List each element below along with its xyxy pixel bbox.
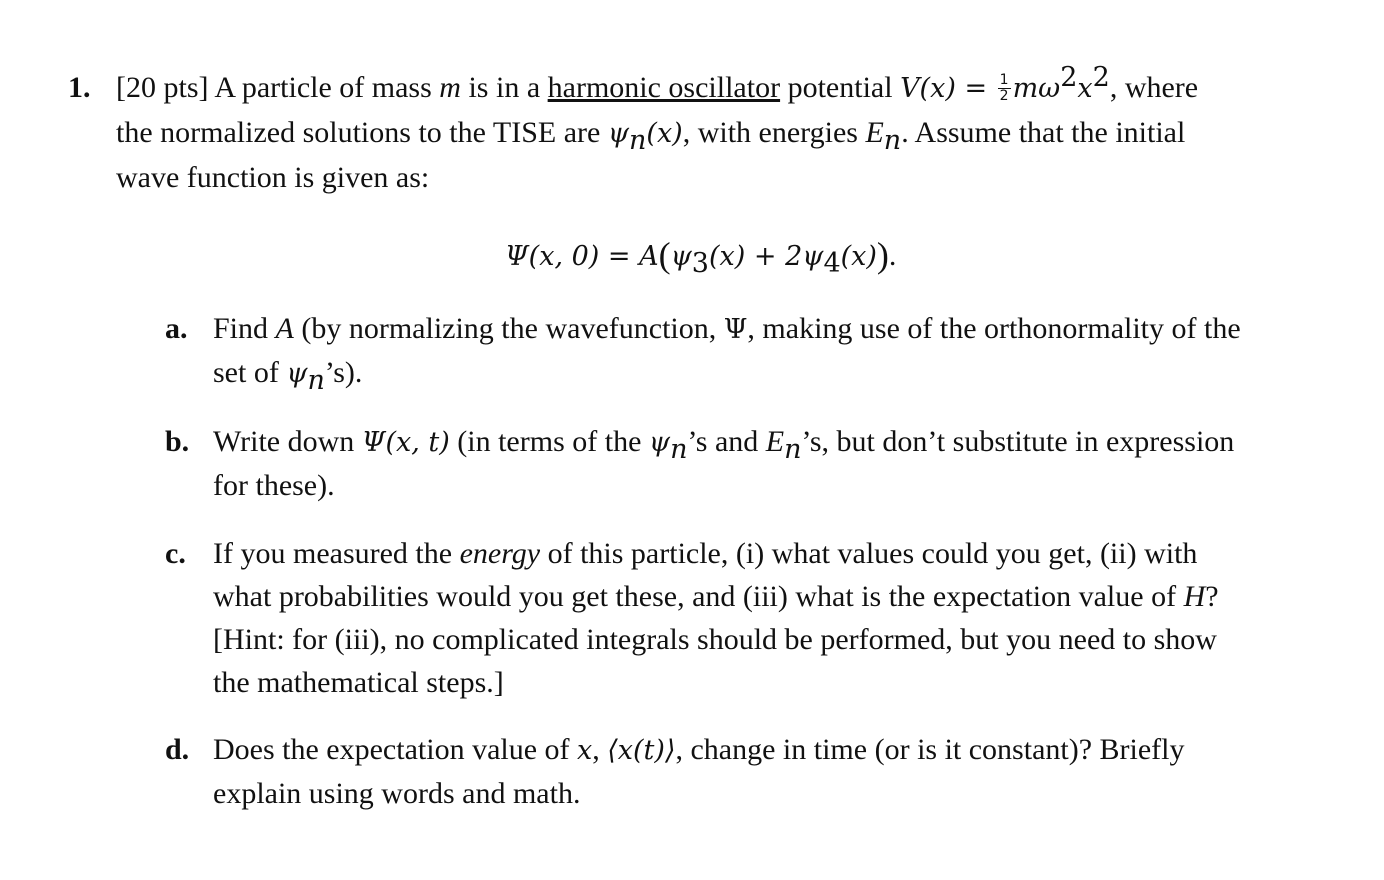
problem-number: 1. [68,71,91,104]
question-text: Write down Ψ(x, t) (in terms of the $\psi_n’s$ and $E_n’s$, but don’t substitute in expression for these). [213,425,1235,502]
problem-line-3: wave function is given as: [116,161,430,194]
question-label: a. [165,312,188,345]
psi-n: ψ [607,118,630,149]
problem-line-1: [20 pts] A particle of mass m is in a harmonic oscillator potential V(x) = $\frac{1}{2}$ $m\omega^2x^2$, where [116,62,1199,104]
potential-rhs-x: x [1077,73,1093,104]
harmonic-oscillator-link[interactable]: harmonic oscillator [547,71,781,104]
potential-rhs-m-omega: mω [1012,73,1061,104]
question-text: Does the expectation value of x, ⟨x(t)⟩, change in time (or is it constant)? Briefly explain using words and math. [213,733,1185,810]
question-b [165,420,1325,507]
question-label: d. [165,733,190,766]
question-d [165,728,1325,815]
potential-lhs: V(x) = [900,73,996,104]
question-a [165,307,1325,395]
energy-symbol: E [865,116,884,149]
one-half-fraction: $\frac{1}{2}$ [999,71,1009,104]
question-text: Find A (by normalizing the wavefunction, Ψ, making use of the orthonormality of the set of $\psi_n’s$). [213,312,1241,396]
problem-statement [116,62,1286,200]
points-label: [20 pts] [116,71,209,104]
question-text: If you measured the energy of this particle, (i) what values could you get, (ii) with what probabilities would you get these, and (iii) what is the expectation value of H? [Hint: for (iii), no complicated integrals should be performed, but you need to show the mathematical steps.] [213,537,1219,699]
mass-symbol: m [439,71,461,104]
question-label: b. [165,425,190,458]
problem-line-2: the normalized solutions to the TISE are $\psi_n(x)$, with energies $E_n$. Assume that the initial [116,116,1186,156]
question-c [165,532,1325,704]
problem-1 [68,62,1308,200]
question-label: c. [165,537,186,570]
initial-wavefunction-equation: Ψ(x, $0) = A(\psi_3(x) + 2\psi_4(x))$. [505,235,897,279]
